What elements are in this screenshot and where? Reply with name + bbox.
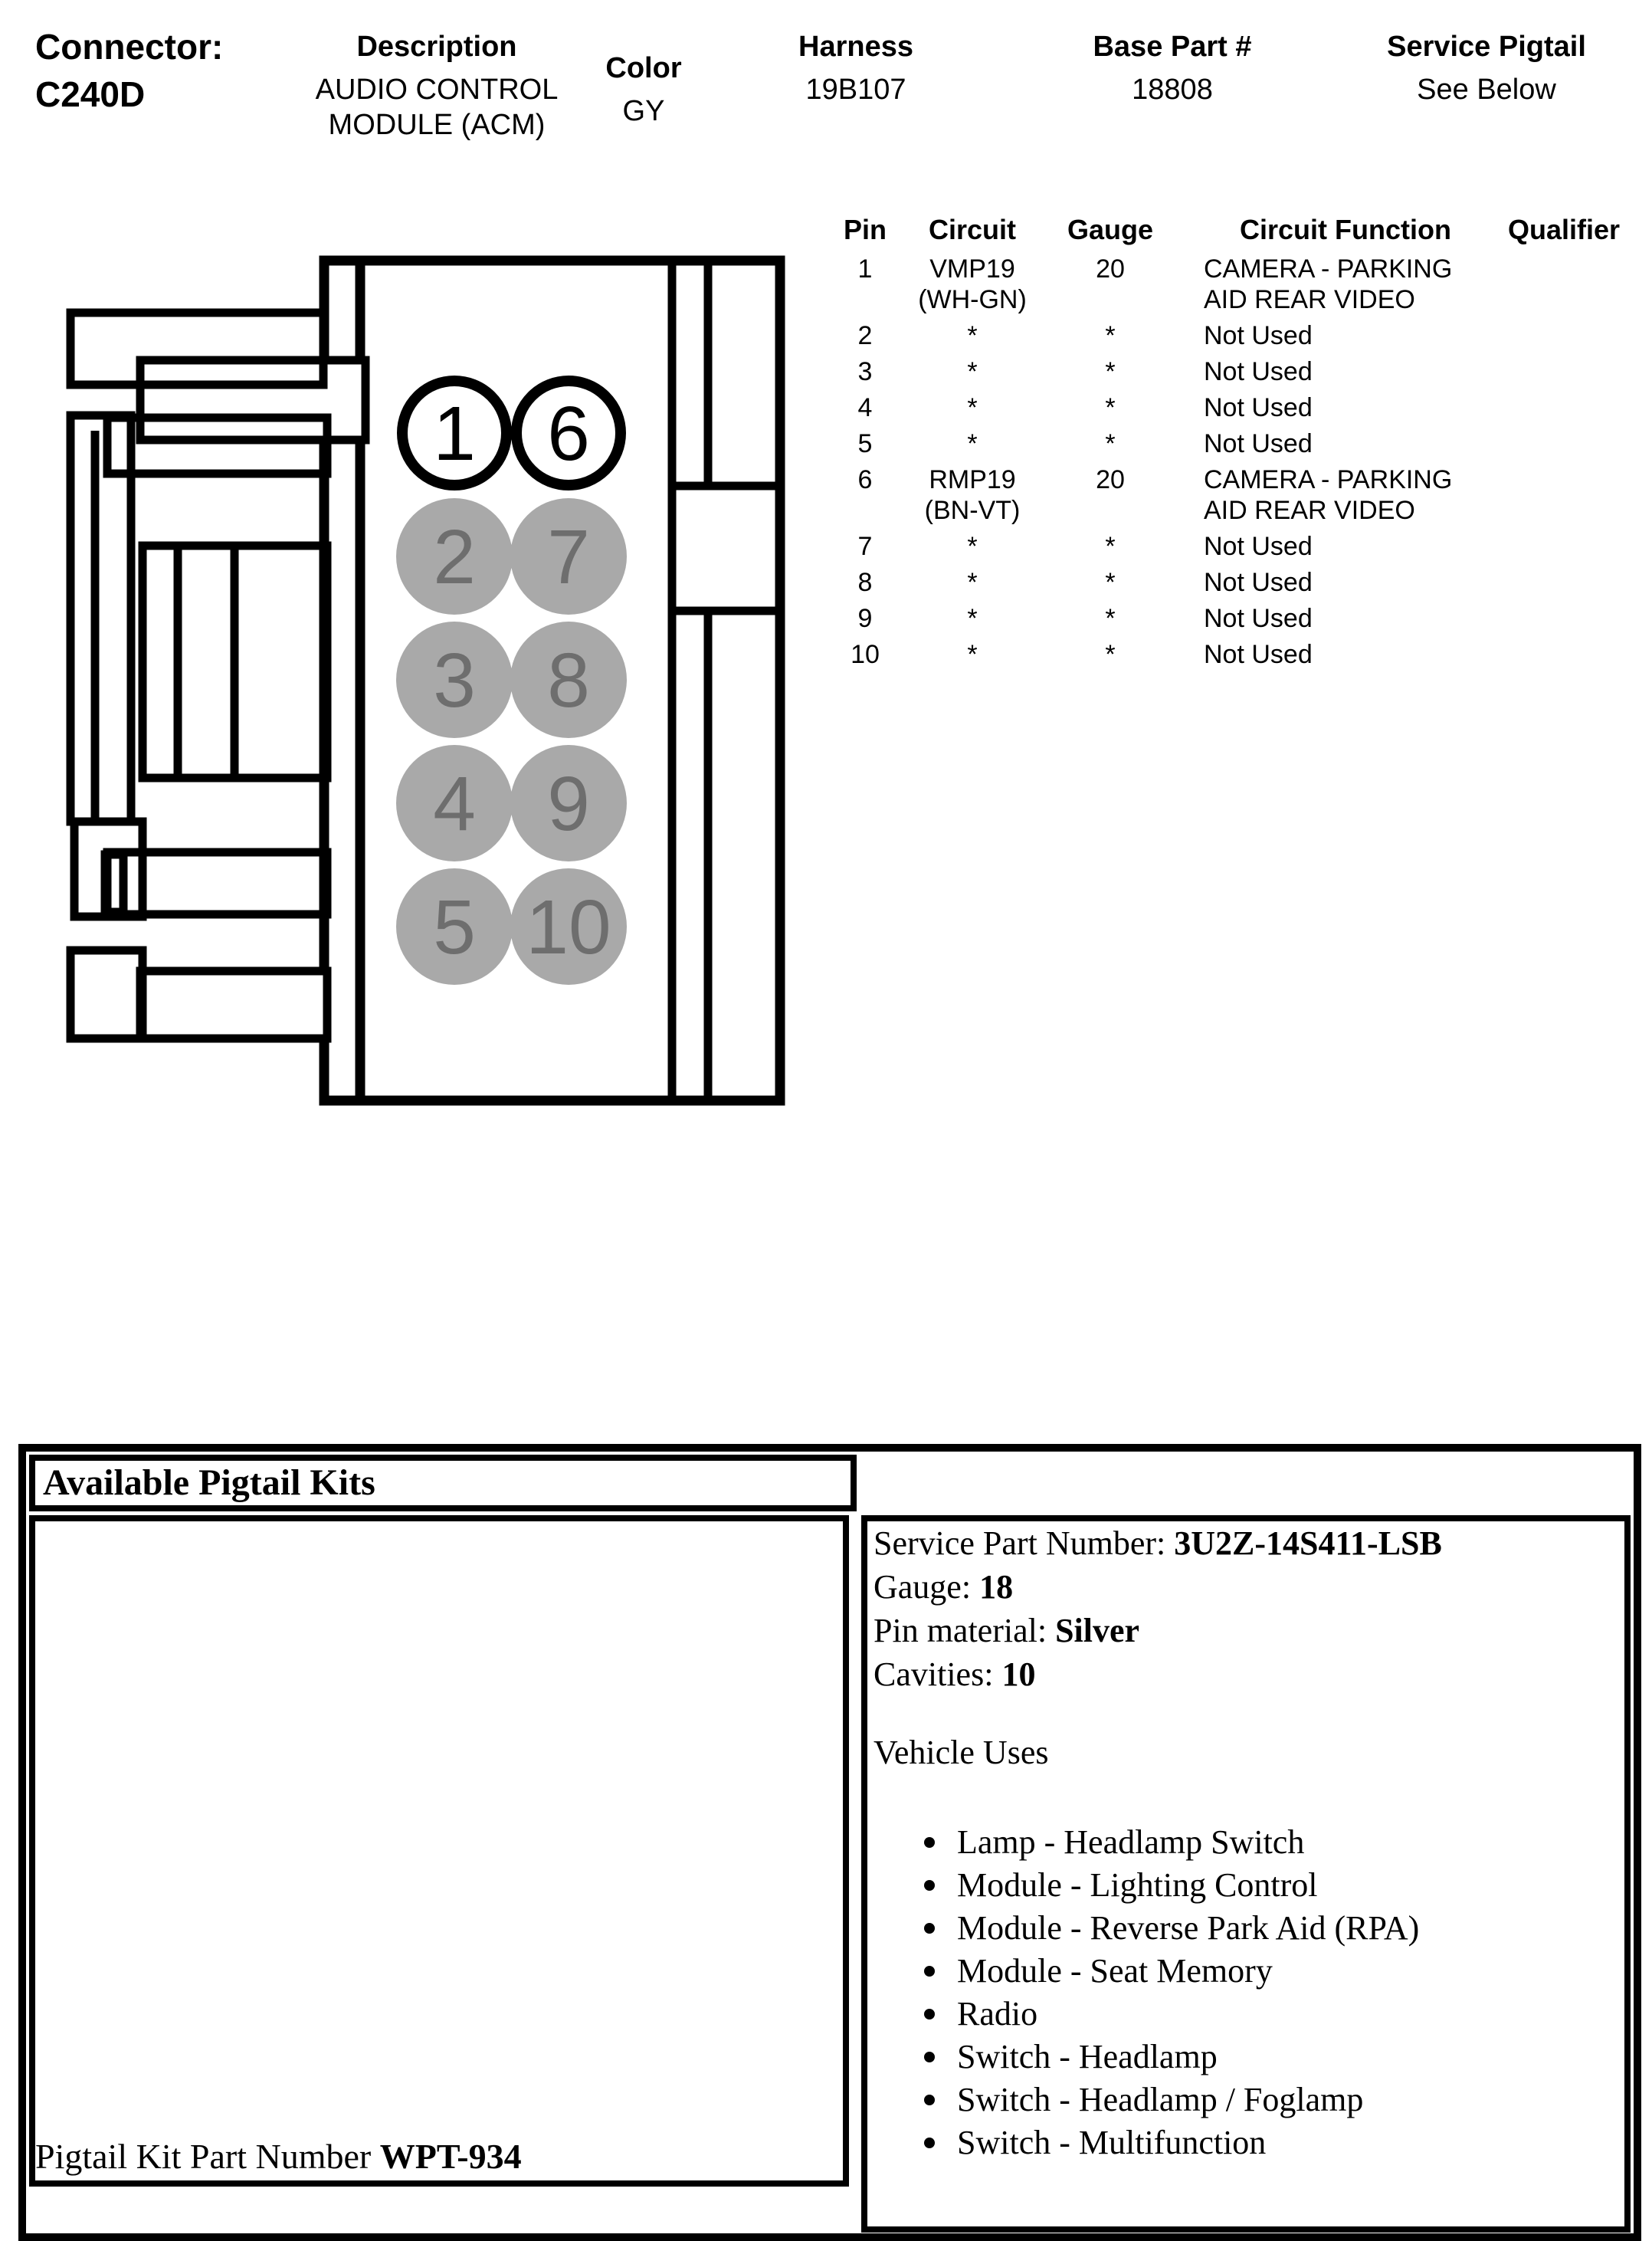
function-cell: Not Used	[1204, 604, 1313, 633]
pin-header: Pin	[843, 214, 887, 245]
vehicle-use-item: Module - Lighting Control	[874, 1864, 1624, 1907]
pin-cell: 6	[857, 465, 873, 494]
gauge-header: Gauge	[1067, 214, 1154, 245]
pin-table-row	[838, 531, 1650, 562]
qualifier-cell	[1495, 356, 1633, 387]
pin-table-row	[838, 567, 1650, 598]
function-cell: CAMERA - PARKING AID REAR VIDEO	[1204, 254, 1453, 314]
pin-cell: 5	[857, 429, 873, 458]
pin-cell: 3	[857, 357, 873, 386]
pigtail-kit-value: WPT-934	[379, 2137, 522, 2176]
qualifier-cell	[1495, 639, 1633, 670]
pin-cell: 9	[857, 604, 873, 633]
function-cell: Not Used	[1204, 321, 1313, 350]
description-value: AUDIO CONTROL MODULE (ACM)	[315, 74, 559, 141]
qualifier-cell	[1495, 320, 1633, 351]
gauge-cell: *	[1105, 532, 1116, 561]
connector-id: C240D	[35, 74, 146, 114]
gauge-cell: 20	[1096, 465, 1125, 494]
qualifier-cell	[1495, 603, 1633, 634]
vehicle-use-item: Module - Reverse Park Aid (RPA)	[874, 1907, 1624, 1950]
gauge-cell: *	[1105, 321, 1116, 350]
service-part-cell	[861, 1515, 1631, 2233]
circuit-cell: RMP19 (BN-VT)	[924, 465, 1021, 525]
qualifier-cell	[1495, 254, 1633, 315]
vehicle-use-item: Switch - Headlamp / Foglamp	[874, 2079, 1624, 2121]
available-pigtail-kits-title: Available Pigtail Kits	[29, 1455, 857, 1511]
pin-cell: 1	[857, 254, 873, 284]
pin-table-row	[838, 464, 1650, 526]
pin-10-not-used	[510, 868, 627, 985]
vehicle-use-item: Radio	[874, 1993, 1624, 2036]
pin-table-row	[838, 603, 1650, 634]
header-col-harness	[718, 29, 994, 107]
svg-text:9: 9	[547, 761, 590, 847]
function-cell: Not Used	[1204, 640, 1313, 669]
pigtail-kit-cell	[29, 1515, 849, 2187]
pin-table-row	[838, 392, 1650, 423]
pin-1-used	[402, 381, 506, 485]
function-cell: Not Used	[1204, 357, 1313, 386]
pin-cell: 7	[857, 532, 873, 561]
pin-7-not-used	[510, 498, 627, 615]
gauge-cell: 20	[1096, 254, 1125, 284]
service-pigtail-label: Service Pigtail	[1387, 31, 1586, 63]
cavities-value: 10	[1001, 1655, 1036, 1693]
pin-table-row	[838, 356, 1650, 387]
svg-text:6: 6	[547, 391, 590, 477]
header-col-service-pigtail	[1349, 29, 1624, 107]
cavities-label: Cavities:	[874, 1655, 1002, 1693]
gauge-cell: *	[1105, 393, 1116, 422]
svg-text:2: 2	[433, 514, 476, 600]
pin-material-line	[874, 1609, 1624, 1652]
pin-6-used	[516, 381, 621, 485]
function-cell: CAMERA - PARKING AID REAR VIDEO	[1204, 465, 1453, 525]
pin-table-row	[838, 639, 1650, 670]
harness-value: 19B107	[805, 74, 906, 106]
connector-label: Connector:	[35, 27, 224, 67]
color-value: GY	[622, 95, 665, 127]
qualifier-cell	[1495, 428, 1633, 459]
function-cell: Not Used	[1204, 393, 1313, 422]
vehicle-uses-title: Vehicle Uses	[874, 1734, 1049, 1771]
pin-table-row	[838, 428, 1650, 459]
service-part-number-label: Service Part Number:	[874, 1524, 1175, 1562]
circuit-cell: *	[967, 321, 978, 350]
service-part-number-line	[874, 1521, 1624, 1565]
gauge-cell: *	[1105, 604, 1116, 633]
qualifier-cell	[1495, 531, 1633, 562]
circuit-cell: *	[967, 393, 978, 422]
circuit-cell: *	[967, 568, 978, 597]
gauge-label: Gauge:	[874, 1568, 980, 1606]
pin-table-header	[838, 215, 1650, 245]
vehicle-use-item: Switch - Headlamp	[874, 2036, 1624, 2079]
circuit-cell: *	[967, 640, 978, 669]
service-part-number-value: 3U2Z-14S411-LSB	[1174, 1524, 1442, 1562]
svg-text:3: 3	[433, 638, 476, 723]
pin-3-not-used	[396, 622, 513, 738]
function-cell: Not Used	[1204, 429, 1313, 458]
connector-title	[35, 23, 223, 118]
pin-cell: 8	[857, 568, 873, 597]
pin-material-label: Pin material:	[874, 1612, 1056, 1649]
pin-2-not-used	[396, 498, 513, 615]
gauge-line	[874, 1565, 1624, 1609]
harness-label: Harness	[798, 31, 913, 63]
pigtail-kit-label: Pigtail Kit Part Number	[35, 2137, 380, 2176]
pin-table-body	[838, 254, 1650, 670]
circuit-function-header: Circuit Function	[1240, 214, 1451, 245]
vehicle-use-item: Module - Seat Memory	[874, 1950, 1624, 1993]
svg-text:7: 7	[547, 514, 590, 600]
function-cell: Not Used	[1204, 568, 1313, 597]
pigtail-kit-part-number-line	[35, 2137, 522, 2177]
pin-9-not-used	[510, 745, 627, 861]
pin-cell: 4	[857, 393, 873, 422]
gauge-cell: *	[1105, 429, 1116, 458]
pin-table-row	[838, 320, 1650, 351]
vehicle-uses-list	[874, 1821, 1624, 2164]
gauge-cell: *	[1105, 357, 1116, 386]
base-part-value: 18808	[1132, 74, 1213, 106]
connector-diagram	[54, 253, 789, 1111]
qualifier-header: Qualifier	[1507, 214, 1621, 245]
svg-text:4: 4	[433, 761, 476, 847]
svg-text:5: 5	[433, 884, 476, 970]
svg-text:1: 1	[433, 391, 476, 477]
base-part-label: Base Part #	[1093, 31, 1252, 63]
circuit-cell: *	[967, 532, 978, 561]
circuit-cell: *	[967, 429, 978, 458]
pin-material-value: Silver	[1055, 1612, 1140, 1649]
description-label: Description	[356, 31, 517, 63]
pin-cell: 2	[857, 321, 873, 350]
vehicle-use-item: Lamp - Headlamp Switch	[874, 1821, 1624, 1864]
svg-text:8: 8	[547, 638, 590, 723]
circuit-cell: VMP19 (WH-GN)	[918, 254, 1027, 314]
pin-table	[838, 215, 1650, 675]
pin-4-not-used	[396, 745, 513, 861]
gauge-value: 18	[979, 1568, 1014, 1606]
cavities-line	[874, 1652, 1624, 1696]
pin-8-not-used	[510, 622, 627, 738]
pin-5-not-used	[396, 868, 513, 985]
circuit-cell: *	[967, 357, 978, 386]
qualifier-cell	[1495, 392, 1633, 423]
header-col-base-part	[1034, 29, 1310, 107]
circuit-cell: *	[967, 604, 978, 633]
gauge-cell: *	[1105, 568, 1116, 597]
qualifier-cell	[1495, 464, 1633, 526]
circuit-header: Circuit	[928, 214, 1016, 245]
color-label: Color	[605, 52, 682, 84]
service-pigtail-value: See Below	[1417, 74, 1556, 106]
gauge-cell: *	[1105, 640, 1116, 669]
pin-table-row	[838, 254, 1650, 315]
svg-text:10: 10	[526, 884, 611, 970]
qualifier-cell	[1495, 567, 1633, 598]
vehicle-use-item: Switch - Multifunction	[874, 2121, 1624, 2164]
pin-cell: 10	[851, 640, 880, 669]
function-cell: Not Used	[1204, 532, 1313, 561]
